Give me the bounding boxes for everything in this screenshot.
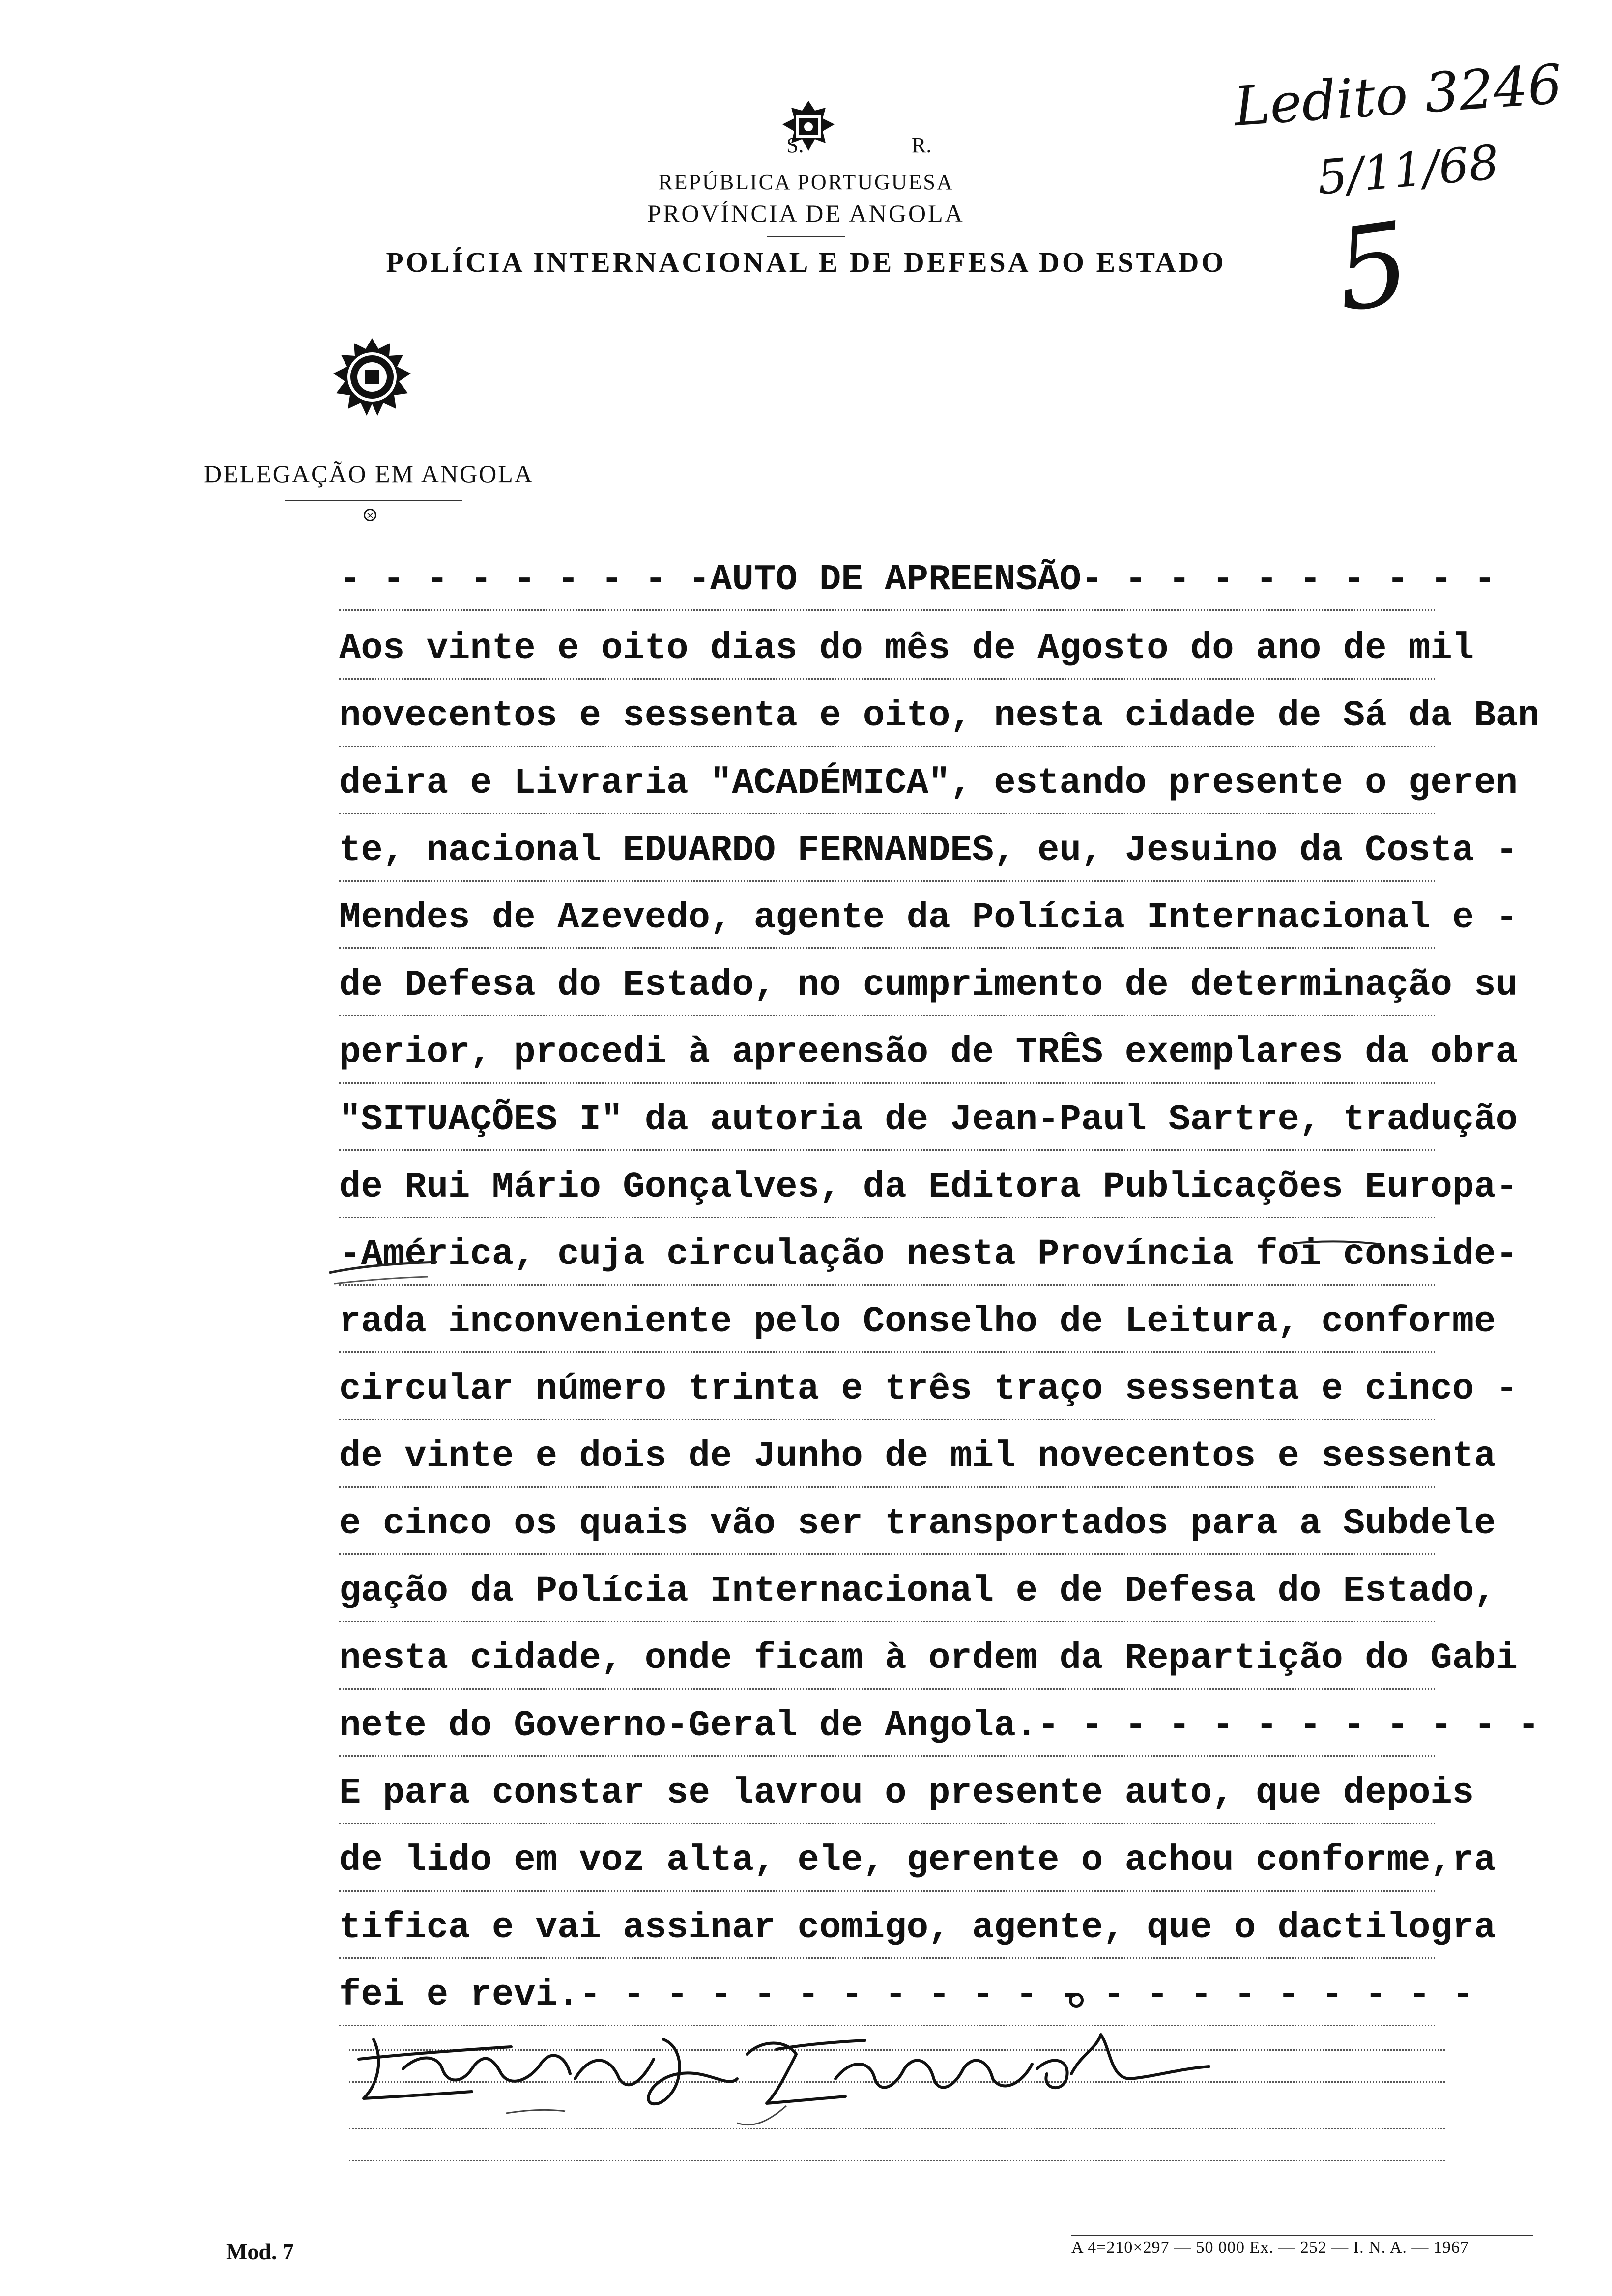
republic-header: REPÚBLICA PORTUGUESA	[658, 170, 954, 194]
body-line: tifica e vai assinar comigo, agente, que o dactilogra	[339, 1898, 1435, 1959]
body-line: "SITUAÇÕES I" da autoria de Jean-Paul Sartre, tradução	[339, 1091, 1435, 1151]
body-line: perior, procedi à apreensão de TRÊS exemplares da obra	[339, 1023, 1435, 1084]
body-line: nete do Governo-Geral de Angola.- - - - - - - - - - - -	[339, 1696, 1435, 1757]
annotation-date: 5/11/68	[1315, 135, 1501, 205]
body-line: de vinte e dois de Junho de mil novecentos e sessenta	[339, 1427, 1435, 1488]
body-line: Aos vinte e oito dias do mês de Agosto do ano de mil	[339, 619, 1435, 680]
document-title: - - - - - - - - -AUTO DE APREENSÃO- - - - - - - - - -	[339, 550, 1435, 611]
body-line: te, nacional EDUARDO FERNANDES, eu, Jesuino da Costa -	[339, 821, 1435, 882]
header-divider	[767, 236, 845, 237]
seal-icon	[329, 334, 415, 420]
body-line: novecentos e sessenta e oito, nesta cidade de Sá da Ban	[339, 687, 1435, 747]
model-label: Mod. 7	[226, 2239, 294, 2264]
annotation-mark: 5	[1328, 198, 1418, 338]
print-info: A 4=210×297 — 50 000 Ex. — 252 — I. N. A. — 1967	[1071, 2239, 1469, 2257]
province-header: PROVÍNCIA DE ANGOLA	[647, 200, 965, 227]
body-line: fei e revi.- - - - - - - - - - - - - - - - - - - - -	[339, 1966, 1435, 2026]
annotation-reference: Ledito 3246	[1232, 52, 1564, 139]
delegation-mark-icon: ×	[364, 509, 376, 521]
sr-right: R.	[912, 133, 932, 157]
body-line: Mendes de Azevedo, agente da Polícia Internacional e -	[339, 889, 1435, 949]
delegation-label: DELEGAÇÃO EM ANGOLA	[204, 460, 534, 488]
body-line: deira e Livraria "ACADÉMICA", estando presente o geren	[339, 754, 1435, 814]
body-line: de lido em voz alta, ele, gerente o achou conforme,ra	[339, 1831, 1435, 1892]
body-line: e cinco os quais vão ser transportados para a Subdele	[339, 1494, 1435, 1555]
delegation-underline	[285, 500, 462, 501]
body-line: de Rui Mário Gonçalves, da Editora Publicações Europa-	[339, 1158, 1435, 1218]
footer-rule	[1071, 2235, 1533, 2236]
body-line: circular número trinta e três traço sessenta e cinco -	[339, 1360, 1435, 1420]
body-line: gação da Polícia Internacional e de Defesa do Estado,	[339, 1562, 1435, 1622]
body-line: nesta cidade, onde ficam à ordem da Repartição do Gabi	[339, 1629, 1435, 1690]
sr-left: S.	[786, 133, 804, 157]
police-header: POLÍCIA INTERNACIONAL E DE DEFESA DO ESTADO	[386, 246, 1226, 278]
signature-line	[349, 2160, 1445, 2161]
body-line: rada inconveniente pelo Conselho de Leitura, conforme	[339, 1292, 1435, 1353]
body-line: -América, cuja circulação nesta Província foi conside-	[339, 1225, 1435, 1286]
body-line: E para constar se lavrou o presente auto, que depois	[339, 1764, 1435, 1824]
body-line: de Defesa do Estado, no cumprimento de determinação su	[339, 956, 1435, 1016]
signature-image	[344, 1980, 1229, 2148]
pen-strike-mark	[319, 1238, 1450, 1302]
